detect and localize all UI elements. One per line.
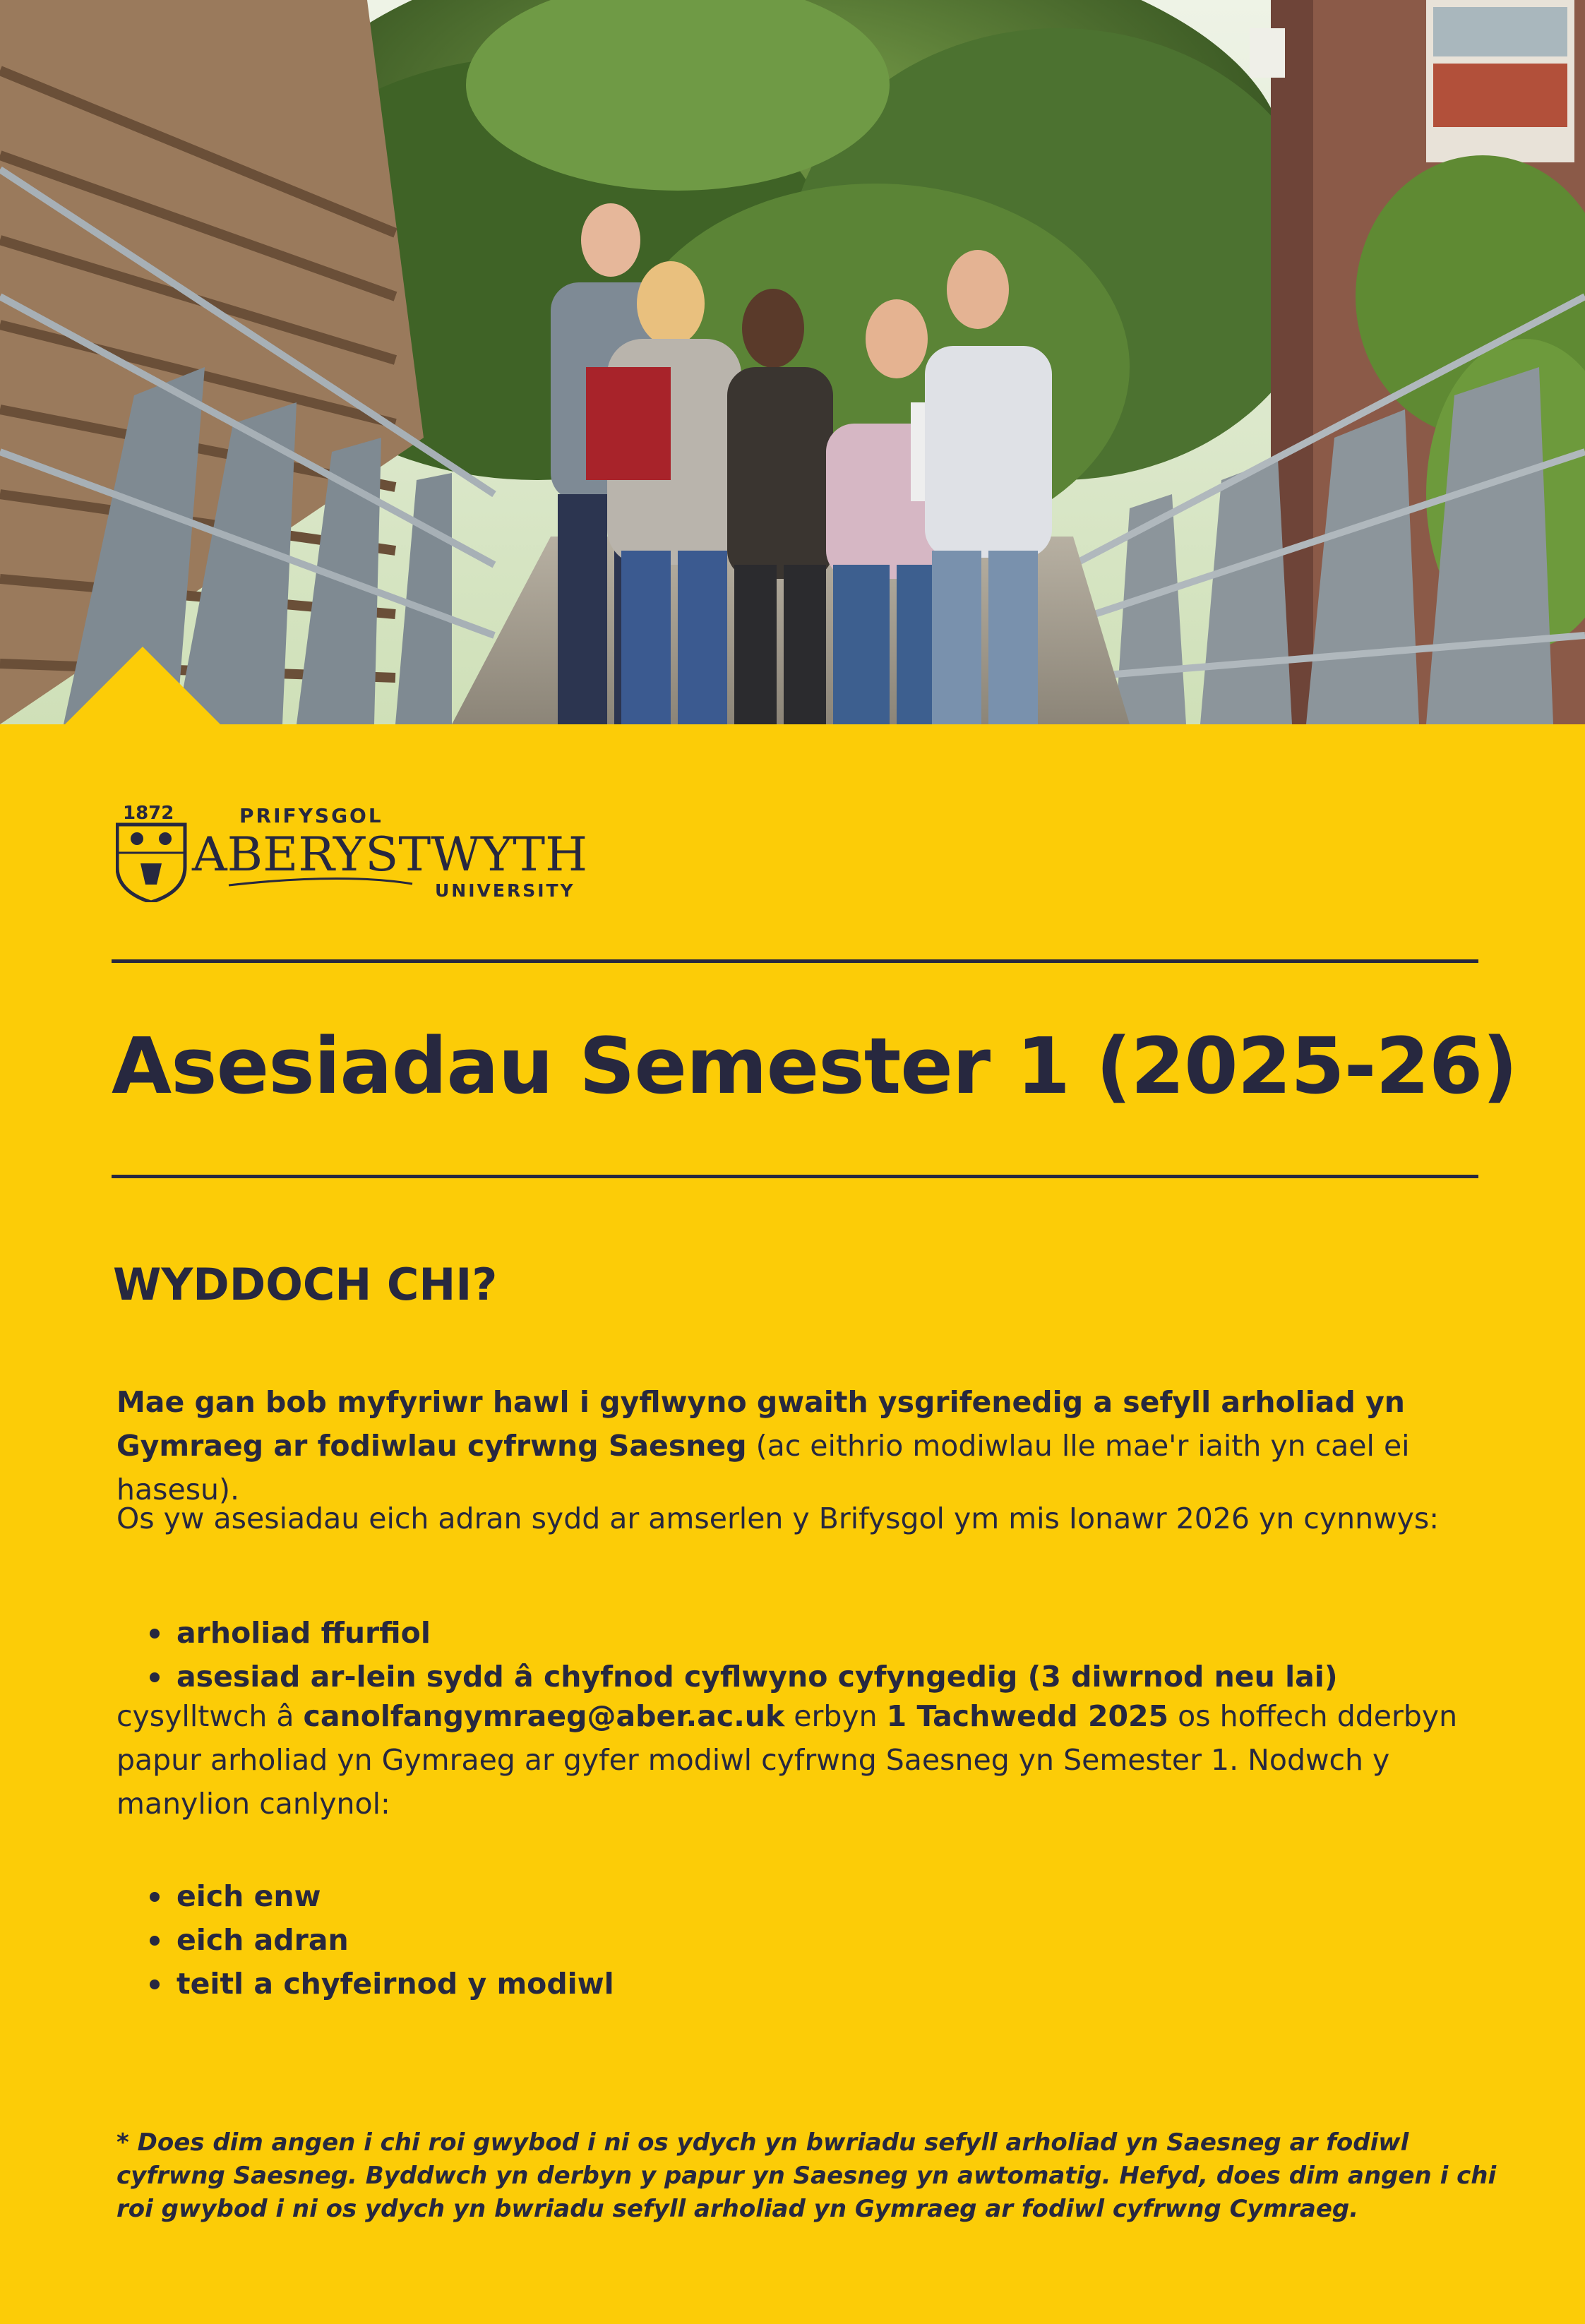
list-item: eich enw [177, 1874, 614, 1918]
details-list [116, 1874, 614, 2006]
university-logo [116, 796, 596, 902]
divider-top [112, 959, 1478, 963]
list-item: asesiad ar-lein sydd â chyfnod cyflwyno cyfyngedig (3 diwrnod neu lai) [177, 1655, 1338, 1699]
contact-text-1: cysylltwch â [116, 1699, 304, 1733]
svg-text:ABERYSTWYTH: ABERYSTWYTH [191, 827, 588, 882]
contact-text-3: os hoffech dderbyn papur arholiad yn Gymraeg ar gyfer modiwl cyfrwng Saesneg yn Semester 1. Nodwch y manylion canlynol: [116, 1699, 1458, 1821]
list-item: teitl a chyfeirnod y modiwl [177, 1962, 614, 2006]
paragraph-rights [116, 1380, 1500, 1511]
svg-text:1872: 1872 [123, 803, 174, 824]
page-title: Asesiadau Semester 1 (2025-26) [112, 1021, 1517, 1111]
divider-bottom [112, 1175, 1478, 1178]
list-item: arholiad ffurfiol [177, 1611, 1338, 1655]
paragraph-intro: Os yw asesiadau eich adran sydd ar amserlen y Brifysgol ym mis Ionawr 2026 yn cynnwys: [116, 1502, 1440, 1535]
paragraph-rights-light: (ac eithrio modiwlau lle mae'r iaith yn cael ei hasesu). [116, 1429, 1410, 1507]
section-heading: WYDDOCH CHI? [113, 1259, 498, 1310]
paragraph-rights-bold: Mae gan bob myfyriwr hawl i gyflwyno gwaith ysgrifenedig a sefyll arholiad yn Gymraeg ar fodiwlau cyfrwng Saesneg [116, 1385, 1405, 1463]
contact-email-link[interactable]: canolfangymraeg@aber.ac.uk [303, 1699, 785, 1733]
svg-text:UNIVERSITY: UNIVERSITY [435, 880, 575, 901]
hero-photo [0, 0, 1585, 724]
contact-text-2: erbyn [784, 1699, 887, 1733]
deadline-date: 1 Tachwedd 2025 [886, 1699, 1169, 1733]
list-item: eich adran [177, 1918, 614, 1962]
footnote: * Does dim angen i chi roi gwybod i ni os ydych yn bwriadu sefyll arholiad yn Saesneg ar fodiwl cyfrwng Saesneg. Byddwch yn derbyn y papur yn Saesneg yn awtomatig. Hefyd, does dim angen i chi roi gwybod i ni os ydych yn bwriadu sefyll arholiad yn Gymraeg ar fodiwl cyfrwng Cymraeg. [116, 2128, 1497, 2223]
paragraph-contact [116, 1694, 1500, 1826]
assessment-types-list [116, 1611, 1338, 1699]
svg-text:PRIFYSGOL: PRIFYSGOL [239, 804, 383, 827]
photo-notch [64, 647, 222, 726]
